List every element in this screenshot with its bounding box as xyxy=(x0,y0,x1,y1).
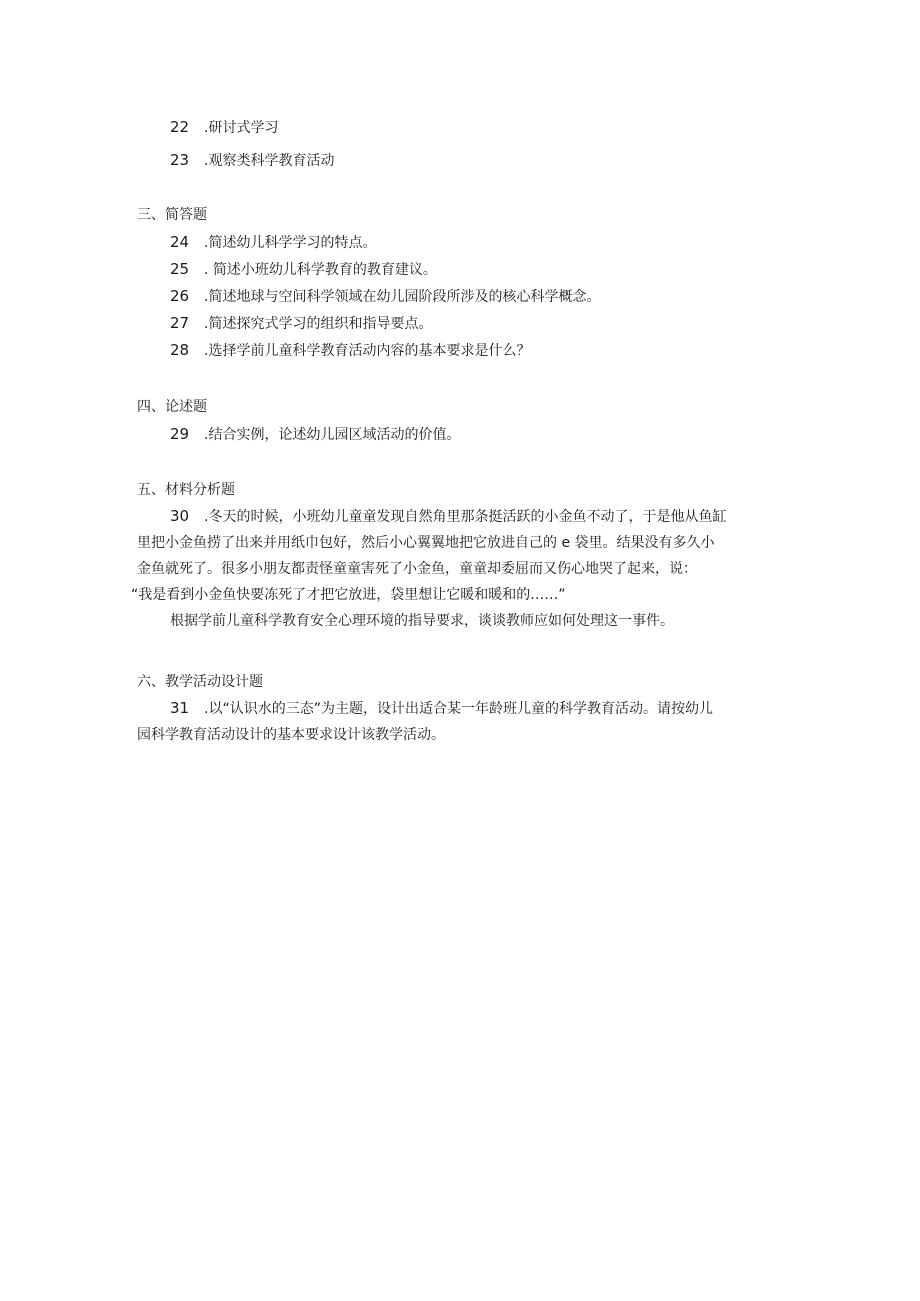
question-31 xyxy=(137,695,787,748)
question-text: .简述探究式学习的组织和指导要点。 xyxy=(204,316,433,332)
paragraph-line: 园科学教育活动设计的基本要求设计该教学活动。 xyxy=(137,727,445,743)
paragraph-line: 金鱼就死了。很多小朋友都责怪童童害死了小金鱼，童童却委屈而又伤心地哭了起来，说： xyxy=(137,561,697,577)
section-heading-material-analysis: 五、材料分析题 xyxy=(137,482,235,498)
paragraph-line: 根据学前儿童科学教育安全心理环境的指导要求，谈谈教师应如何处理这一事件。 xyxy=(170,613,674,629)
question-number: 23 xyxy=(170,151,190,169)
question-24 xyxy=(170,232,376,253)
paragraph-text: .以“认识水的三态”为主题，设计出适合某一年龄班儿童的科学教育活动。请按幼儿 xyxy=(204,701,713,717)
section-heading-short-answer: 三、简答题 xyxy=(137,207,207,223)
question-text: .研讨式学习 xyxy=(204,120,279,136)
question-text: .观察类科学教育活动 xyxy=(204,153,335,169)
question-number: 25 xyxy=(170,260,190,278)
question-number: 28 xyxy=(170,341,190,359)
paragraph-text: .冬天的时候，小班幼儿童童发现自然角里那条挺活跃的小金鱼不动了，于是他从鱼缸 xyxy=(204,509,727,525)
paragraph-line xyxy=(137,503,787,530)
question-text: .选择学前儿童科学教育活动内容的基本要求是什么？ xyxy=(204,343,531,359)
question-number: 24 xyxy=(170,233,190,251)
question-number: 30 xyxy=(170,507,190,525)
question-22 xyxy=(170,117,278,138)
question-23 xyxy=(170,150,334,171)
question-30 xyxy=(131,503,787,634)
paragraph-line: 里把小金鱼捞了出来并用纸巾包好，然后小心翼翼地把它放进自己的 e 袋里。结果没有多久小 xyxy=(137,535,715,551)
question-text: .结合实例，论述幼儿园区域活动的价值。 xyxy=(204,427,461,443)
paragraph-line xyxy=(137,695,787,722)
section-heading-activity-design: 六、教学活动设计题 xyxy=(137,674,263,690)
question-text: .简述幼儿科学学习的特点。 xyxy=(204,235,377,251)
question-number: 29 xyxy=(170,425,190,443)
question-number: 31 xyxy=(170,699,190,717)
section-heading-essay: 四、论述题 xyxy=(137,399,207,415)
question-26 xyxy=(170,286,600,307)
question-29 xyxy=(170,424,460,445)
question-number: 26 xyxy=(170,287,190,305)
question-number: 27 xyxy=(170,314,190,332)
question-28 xyxy=(170,340,530,361)
question-number: 22 xyxy=(170,118,190,136)
question-text: .简述地球与空间科学领域在幼儿园阶段所涉及的核心科学概念。 xyxy=(204,289,601,305)
question-25 xyxy=(170,259,437,280)
question-text: . 简述小班幼儿科学教育的教育建议。 xyxy=(204,262,437,278)
question-27 xyxy=(170,313,432,334)
paragraph-line: “我是看到小金鱼快要冻死了才把它放进，袋里想让它暖和暖和的……” xyxy=(131,587,566,603)
